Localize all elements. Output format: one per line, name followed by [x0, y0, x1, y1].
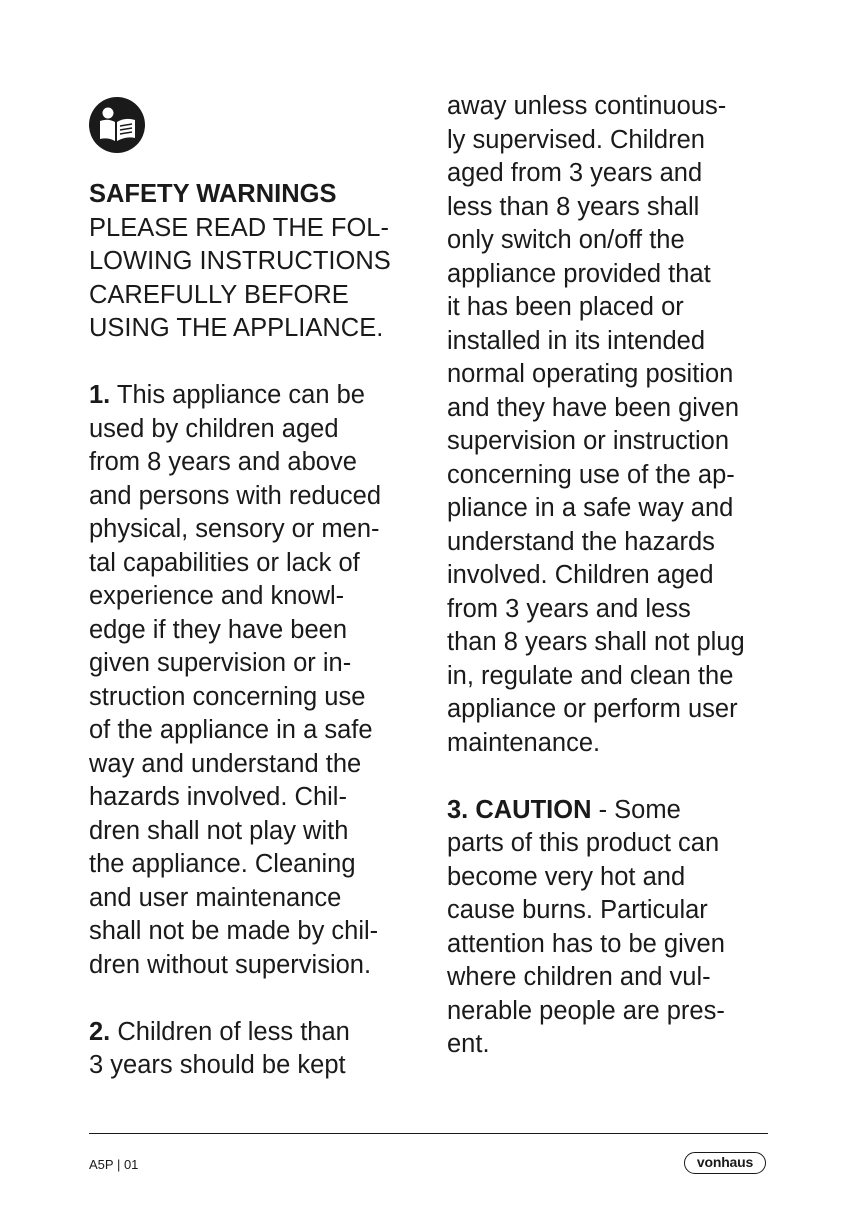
item1-line: used by children aged: [89, 414, 339, 443]
item2-line: in, regulate and clean the: [447, 661, 734, 690]
heading-title: SAFETY WARNINGS: [89, 180, 337, 208]
heading-line: CAREFULLY BEFORE: [89, 280, 349, 309]
item1-line: physical, sensory or men-: [89, 515, 380, 543]
item2-line: aged from 3 years and: [447, 159, 703, 187]
item1-line: tal capabilities or lack of: [89, 548, 360, 577]
item2-line: involved. Children aged: [447, 561, 714, 589]
item2-line: appliance provided that: [447, 259, 711, 288]
item2-line: ly supervised. Children: [447, 125, 705, 154]
item3-line: nerable people are pres-: [447, 996, 725, 1025]
item2-line: it has been placed or: [447, 293, 684, 321]
item2-line: understand the hazards: [447, 527, 715, 556]
item2-line: installed in its intended: [447, 326, 706, 355]
heading-line: USING THE APPLIANCE.: [89, 314, 384, 342]
caution-label: 3. CAUTION: [447, 795, 592, 824]
page-code: A5P | 01: [89, 1157, 139, 1172]
item2-line: from 3 years and less: [447, 594, 691, 623]
footer-divider: [89, 1133, 768, 1134]
item2-line: only switch on/off the: [447, 226, 685, 254]
item1-line: dren shall not play with: [89, 816, 349, 845]
item3-line: parts of this product can: [447, 829, 720, 857]
item2-line: and they have been given: [447, 393, 740, 422]
item1-line: and user maintenance: [89, 883, 342, 912]
item1-line: dren without supervision.: [89, 950, 372, 979]
heading-line: LOWING INSTRUCTIONS: [89, 247, 391, 275]
item1-line: given supervision or in-: [89, 649, 352, 677]
item2-line: normal operating position: [447, 360, 734, 388]
item1-number: 1.: [89, 381, 111, 409]
item2-line: appliance or perform user: [447, 695, 738, 723]
item1-line: of the appliance in a safe: [89, 716, 373, 744]
item1-line: way and understand the: [89, 749, 362, 778]
item3-line: cause burns. Particular: [447, 896, 708, 924]
read-manual-icon: [89, 97, 145, 153]
item1-line: shall not be made by chil-: [89, 917, 379, 945]
right-column: [447, 90, 782, 1062]
item1-line: struction concerning use: [89, 682, 366, 711]
item3-line: where children and vul-: [447, 963, 711, 991]
item3-first-line: 3. CAUTION - Some: [447, 795, 681, 824]
item1-line: and persons with reduced: [89, 481, 382, 510]
item2-line: than 8 years shall not plug: [447, 628, 745, 656]
item1-line: from 8 years and above: [89, 448, 357, 476]
heading-line: PLEASE READ THE FOL-: [89, 213, 389, 242]
left-column: [89, 178, 424, 1083]
item2-line: pliance in a safe way and: [447, 494, 734, 522]
item2-line: concerning use of the ap-: [447, 460, 735, 489]
item1-line: experience and knowl-: [89, 582, 345, 610]
item3-line: become very hot and: [447, 862, 686, 891]
item2-line: away unless continuous-: [447, 92, 727, 120]
item2-line: less than 8 years shall: [447, 192, 700, 221]
item1-line: the appliance. Cleaning: [89, 850, 356, 878]
item1-line: edge if they have been: [89, 615, 348, 644]
item1-line: hazards involved. Chil-: [89, 783, 347, 811]
item2-line: maintenance.: [447, 728, 601, 757]
item2-line: supervision or instruction: [447, 427, 730, 455]
item1-first-line: 1. This appliance can be: [89, 381, 365, 409]
item2-line: 3 years should be kept: [89, 1051, 346, 1079]
brand-logo: vonhaus: [684, 1152, 766, 1174]
item2-first-line: 2. Children of less than: [89, 1017, 350, 1046]
item3-line: ent.: [447, 1030, 490, 1058]
item2-number: 2.: [89, 1017, 111, 1046]
item3-line: attention has to be given: [447, 929, 725, 958]
